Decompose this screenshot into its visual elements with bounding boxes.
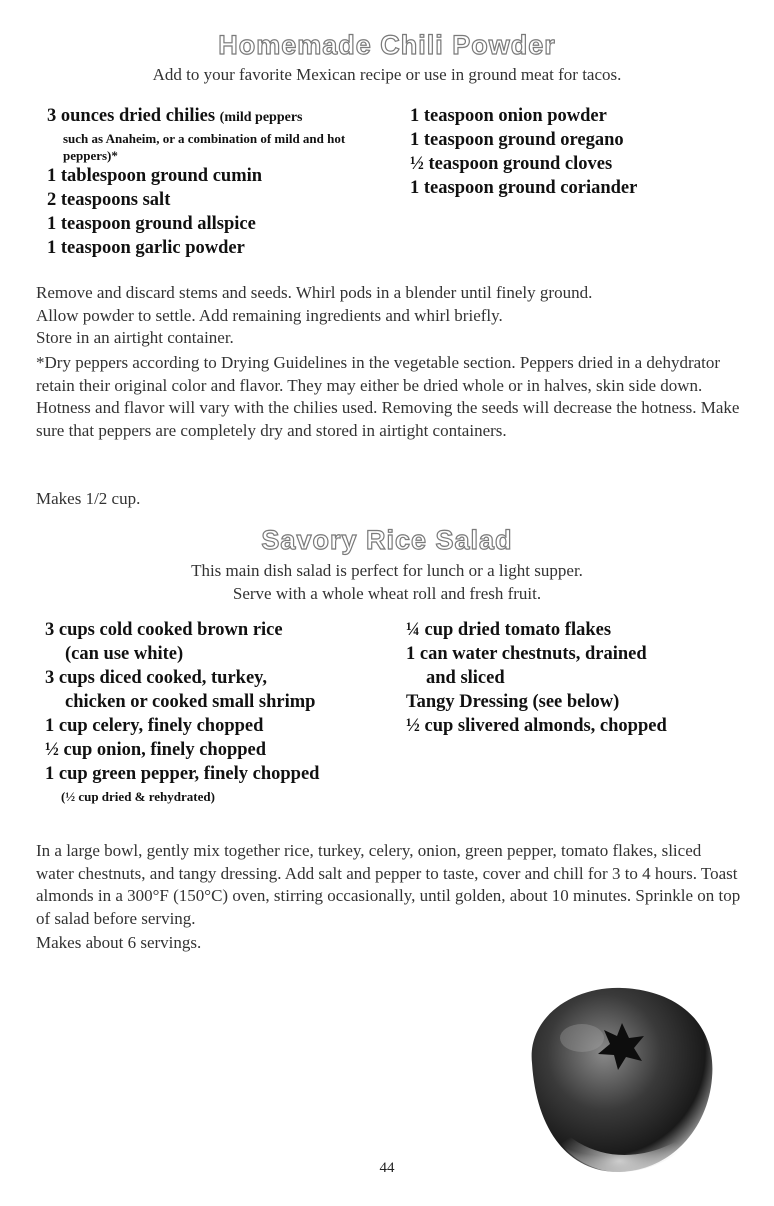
ingredient-item: ½ cup slivered almonds, chopped [406,716,667,736]
recipe-intro-line1: This main dish salad is perfect for lunch or a light supper. [191,561,583,580]
ingredient-item: ¼ cup dried tomato flakes [406,620,612,640]
recipe-intro: Add to your favorite Mexican recipe or use in ground meat for tacos. [152,65,622,84]
ingredient-item: 1 teaspoon ground oregano [410,130,624,150]
ingredient-list-right [410,104,750,200]
ingredient-item: ½ teaspoon ground cloves [410,154,613,174]
ingredient-item: 3 ounces dried chilies (mild peppers such as Anaheim, or a combination of mild and hot peppers)* [47,106,346,163]
ingredient-item: 3 cups cold cooked brown rice (can use white) [45,620,283,664]
recipe-intro-line2: Serve with a whole wheat roll and fresh fruit. [232,584,542,603]
ingredient-item: 1 teaspoon ground coriander [410,178,638,198]
recipe-yield: Makes about 6 servings. [36,933,202,952]
ingredient-item: 1 cup green pepper, finely chopped (½ cup dried & rehydrated) [45,764,320,804]
ingredient-item: Tangy Dressing (see below) [406,692,620,712]
ingredient-item: 1 teaspoon garlic powder [47,238,245,258]
recipe-title-chili-powder: Homemade Chili Powder [218,30,556,60]
ingredient-item: 3 cups diced cooked, turkey, chicken or cooked small shrimp [45,668,316,712]
ingredient-item: 2 teaspoons salt [47,190,171,210]
tomato-illustration [512,978,727,1178]
ingredient-list-left [47,104,387,260]
ingredient-item: 1 teaspoon onion powder [410,106,607,126]
recipe-footnote: *Dry peppers according to Drying Guidelines in the vegetable section. Peppers dried in a dehydrator retain their original color and flavor. They may either be dried whole or in halves, skin side down. Hotness and flavor will vary with the chilies used. Removing the seeds will decrease the hotness. Make sure that peppers are completely dry and stored in airtight containers. [36,353,740,440]
recipe-yield: Makes 1/2 cup. [36,489,141,508]
ingredient-item: 1 teaspoon ground allspice [47,214,256,234]
ingredient-list-right [406,618,756,738]
ingredient-item: 1 tablespoon ground cumin [47,166,263,186]
recipe-title-rice-salad: Savory Rice Salad [261,525,513,555]
ingredient-item: 1 cup celery, finely chopped [45,716,264,736]
page-number: 44 [379,1160,395,1176]
ingredient-list-left [45,618,395,805]
recipe-directions: In a large bowl, gently mix together rice, turkey, celery, onion, green pepper, tomato flakes, sliced water chestnuts, and tangy dressing. Add salt and pepper to taste, cover and chill for 3 to 4 hours. Toast almonds in a 300°F (150°C) oven, stirring occasionally, until golden, about 10 minutes. Sprinkle on top of salad before serving. [36,841,741,928]
ingredient-item: 1 can water chestnuts, drained and sliced [406,644,647,688]
ingredient-item: ½ cup onion, finely chopped [45,740,267,760]
recipe-directions: Remove and discard stems and seeds. Whirl pods in a blender until finely ground. Allow powder to settle. Add remaining ingredients and whirl briefly. Store in an airtight container. [36,283,593,347]
